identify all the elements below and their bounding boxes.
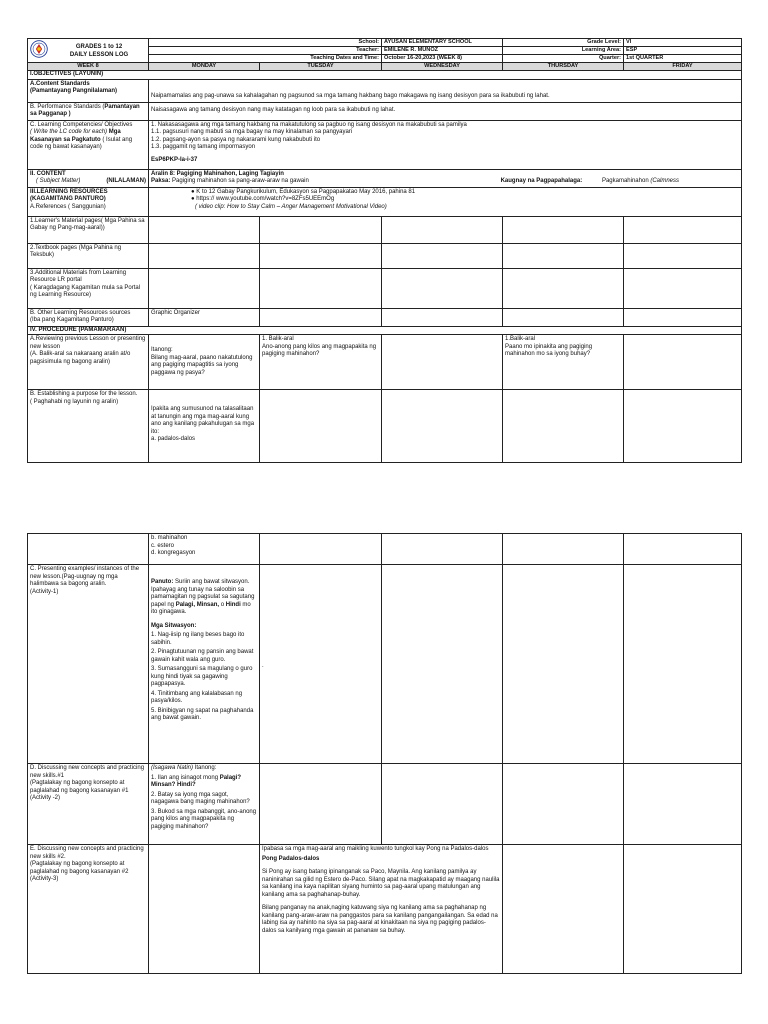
content-standards-text: Naipamamalas ang pag-unawa sa kahalagahan ng pagsunod sa mga tamang hakbang bago makagawa ng isang desisyon para sa ikabubuti ng lahat. [149, 79, 742, 102]
presenting-examples-wednesday [382, 565, 503, 764]
content-label: II. CONTENT ( Subject Matter) (NILALAMAN) [28, 169, 149, 187]
review-tuesday: 1. Balik-aral Ano-anong pang kilos ang magpapakita ng pagiging mahinahon? [260, 335, 382, 390]
discussing-concepts-2-thursday [503, 845, 624, 974]
establish-purpose-friday [624, 390, 742, 463]
learners-material-label: 1.Learner's Material pages( Mga Pahina sa Gabay ng Pang-mag-aaral)) [28, 216, 149, 243]
youtube-link[interactable]: https:// www.youtube.com/watch?v=8ZFs5UEEmOg [196, 196, 335, 202]
cell-lm-tue [260, 216, 382, 243]
other-resources-label: B. Other Learning Resources sources (Iba pang Kagamitang Panturo) [28, 308, 149, 326]
dates-value: October 16-20,2023 (WEEK 8) [382, 55, 503, 63]
presenting-examples-thursday [503, 565, 624, 764]
discussing-concepts-1-wednesday [382, 764, 503, 845]
day-monday: MONDAY [149, 63, 260, 71]
school-label: School: [149, 39, 382, 47]
area-value: ESP [624, 47, 742, 55]
deped-seal-icon [30, 40, 48, 58]
review-monday: Itanong: Bilang mag-aaral, paano nakatutulong ang pagiging mapagtitis sa iyong paggawa ng pasya? [149, 335, 260, 390]
establish-purpose-continued-monday: b. mahinahon c. estero d. kongregasyon [149, 534, 260, 565]
establish-purpose-continued-label [28, 534, 149, 565]
other-resources-text: Graphic Organizer [149, 308, 260, 326]
establish-purpose-thursday [503, 390, 624, 463]
additional-materials-label: 3.Additional Materials from Learning Resource LR portal ( Karagdagang Kagamitan mula sa Portal ng Learning Resource) [28, 268, 149, 308]
discussing-concepts-1-monday: (Isagawa Natin) Itanong: 1. Ilan ang isinagot mong Palagi? Minsan? Hindi? 2. Batay sa iyong mga sagot, nagagawa bang maging mahinahon? 3. Bukod sa mga nabanggit, ano-anong pang kilos ang magpapakita ng pagiging mahinahon? [149, 764, 260, 845]
establish-purpose-tuesday [260, 390, 382, 463]
cell-tb-fri [624, 243, 742, 268]
discussing-concepts-1-thursday [503, 764, 624, 845]
establish-purpose-continued-friday [624, 534, 742, 565]
teacher-value: EMILENE R. MUÑOZ [382, 47, 503, 55]
presenting-examples-tuesday: . [260, 565, 382, 764]
grade-value: VI [624, 39, 742, 47]
discussing-concepts-1-friday [624, 764, 742, 845]
discussing-concepts-1-label: D. Discussing new concepts and practicing new skills.#1 (Pagtalakay ng bagong konsepto at paglalahad ng bagong kasanayan #1 (Activity -2) [28, 764, 149, 845]
cell-add-fri [624, 268, 742, 308]
establish-purpose-monday: Ipakita ang sumusunod na talasalitaan at tanungin ang mga mag-aaral kung ano ang kanilang pakahulugan sa mga ito: a. padalos-dalos [149, 390, 260, 463]
procedure-heading: IV. PROCEDURE (PAMAMARAAN) [28, 326, 742, 335]
presenting-examples-monday: Panuto: Suriin ang bawat sitwasyon. Ipahayag ang tunay na saloobin sa pamamagitan ng pagsulat sa sagutang papel ng Palagi, Minsan, o Hindi mo ito ginagawa. Mga Sitwasyon: 1. Nag-iisip ng ilang beses bago ito sabihin. 2. Pinagtutuunan ng pansin ang bawat gawain kahit wala ang guro. 3. Sumasangguni sa magulang o guro kung hindi tiyak sa gagawing pagpapasya. 4. Tinitimbang ang kalalabasan ng pasya/kilos. 5. Binibigyan ng sapat na paghahanda ang bawat gawain. [149, 565, 260, 764]
area-label: Learning Area: [503, 47, 624, 55]
cell-lm-fri [624, 216, 742, 243]
learning-competencies-label: C. Learning Competencies/ Objectives ( Write the LC code for each) Mga Kasanayan sa Pagkatuto ( Isulat ang code ng bawat kasanayan) [28, 120, 149, 169]
day-thursday: THURSDAY [503, 63, 624, 71]
establish-purpose-continued-tuesday [260, 534, 382, 565]
quarter-label: Quarter: [503, 55, 624, 63]
lesson-log-page-2 [27, 533, 742, 974]
header-title-line2: DAILY LESSON LOG [69, 52, 129, 59]
bullet-icon: ● [191, 188, 197, 195]
cell-tb-mon [149, 243, 260, 268]
day-wednesday: WEDNESDAY [382, 63, 503, 71]
teacher-label: Teacher: [149, 47, 382, 55]
header-logo-cell [28, 39, 149, 63]
cell-tb-tue [260, 243, 382, 268]
content-standards-label: A.Content Standards (Pamantayang Pangnilalaman) [28, 79, 149, 102]
performance-standards-label: B. Performance Standards (Pamantayan sa Pagganap ) [28, 102, 149, 120]
bullet-icon: ● [191, 196, 197, 202]
content-text: Aralin 8: Pagiging Mahinahon, Laging Tagiayin Paksa: Pagiging mahinahon sa pang-araw-araw na gawain Kaugnay na Pagpapahalaga: Pagkamahinahon (Calmness [149, 169, 742, 187]
cell-add-mon [149, 268, 260, 308]
cell-add-tue [260, 268, 382, 308]
establish-purpose-continued-wednesday [382, 534, 503, 565]
presenting-examples-friday [624, 565, 742, 764]
cell-tb-wed [382, 243, 503, 268]
discussing-concepts-2-friday [624, 845, 742, 974]
cell-tb-thu [503, 243, 624, 268]
cell-other-wed [382, 308, 503, 326]
discussing-concepts-2-story: Ipabasa sa mga mag-aaral ang maikling kuwento tungkol kay Pong na Padalos-dalos Pong Padalos-dalos Si Pong ay isang batang ipinanganak sa Paco, Maynila. Ang kanilang pamilya ay naninirahan sa gilid ng Estero de-Paco. Silang apat na magkakapatid ay maagang naulila sa kanilang ina kaya napilitan siyang huminto sa pag-aaral upang matulungan ang kanilang ama sa paghahanap-buhay. Bilang panganay na anak,naging katuwang siya ng kanilang ama sa paghahanap ng kanilang pang-araw-araw na panggastos para sa kanilang pangangailangan. Sa edad na labing isa ay nahinto na siya sa pag-aaral at kinakitaan na siya ng pagiging padalos-dalos sa kanilyang mga gawain at pananaw sa buhay. [260, 845, 503, 974]
establish-purpose-wednesday [382, 390, 503, 463]
lesson-log-page-1 [27, 38, 742, 463]
cell-add-wed [382, 268, 503, 308]
textbook-pages-label: 2.Textbook pages (Mga Pahina ng Teksbuk) [28, 243, 149, 268]
review-thursday: 1.Balik-aral Paano mo ipinakita ang pagiging mahinahon mo sa iyong buhay? [503, 335, 624, 390]
cell-lm-thu [503, 216, 624, 243]
review-friday [624, 335, 742, 390]
establish-purpose-continued-thursday [503, 534, 624, 565]
learning-competencies-text: 1. Nakasasagawa ang mga tamang hakbang na makatutulong sa pagbuo ng isang desisyon na makabubuti sa pamilya 1.1. pagsusuri nang mabuti sa mga bagay na may kinalaman sa pangyayari 1.2. pagsang-ayon sa pasya ng nakararami kung nakabubuti ito 1.3. paggamit ng tamang impormasyon EsP6PKP-Ia-i-37 [149, 120, 742, 169]
review-lesson-label: A.Reviewing previous Lesson or presenting new lesson (A. Balik-aral sa nakaraang aralin at/o pagsisimula ng bagong aralin) [28, 335, 149, 390]
cell-other-thu [503, 308, 624, 326]
objectives-heading: I.OBJECTIVES (LAYUNIN) [28, 71, 742, 80]
resources-label: III.LEARNING RESOURCES (KAGAMITANG PANTURO) A.References ( Sanggunian) [28, 187, 149, 216]
discussing-concepts-2-label: E. Discussing new concepts and practicing new skills #2. (Pagtalakay ng bagong konsepto at paglalahad ng bagong kasanayan #2 (Activity-3) [28, 845, 149, 974]
references-text: ● K to 12 Gabay Pangkurikulum, Edukasyon sa Pagpapakatao May 2016, pahina 81 ● https:// www.youtube.com/watch?v=8ZFs5UEEmOg ( video clip: How to Stay Calm – Anger Management Motivational Video) [149, 187, 742, 216]
cell-lm-wed [382, 216, 503, 243]
dates-label: Teaching Dates and Time: [149, 55, 382, 63]
cell-add-thu [503, 268, 624, 308]
cell-lm-mon [149, 216, 260, 243]
cell-other-tue [260, 308, 382, 326]
school-value: AYUSAN ELEMENTARY SCHOOL [382, 39, 503, 47]
day-tuesday: TUESDAY [260, 63, 382, 71]
quarter-value: 1st QUARTER [624, 55, 742, 63]
discussing-concepts-1-tuesday [260, 764, 382, 845]
review-wednesday [382, 335, 503, 390]
grade-label: Grade Level: [503, 39, 624, 47]
discussing-concepts-2-monday [149, 845, 260, 974]
header-title-line1: GRADES 1 to 12 [75, 44, 123, 50]
performance-standards-text: Naisasagawa ang tamang desisyon nang may katatagan ng loob para sa ikabubuti ng lahat. [149, 102, 742, 120]
presenting-examples-label: C. Presenting examples/ instances of the new lesson.(Pag-uugnay ng mga halimbawa sa bagong aralin. (Activity-1) [28, 565, 149, 764]
day-friday: FRIDAY [624, 63, 742, 71]
cell-other-fri [624, 308, 742, 326]
week-label: WEEK 8 [28, 63, 149, 71]
establish-purpose-label: B. Establishing a purpose for the lesson. ( Paghahabi ng layunin ng aralin) [28, 390, 149, 463]
